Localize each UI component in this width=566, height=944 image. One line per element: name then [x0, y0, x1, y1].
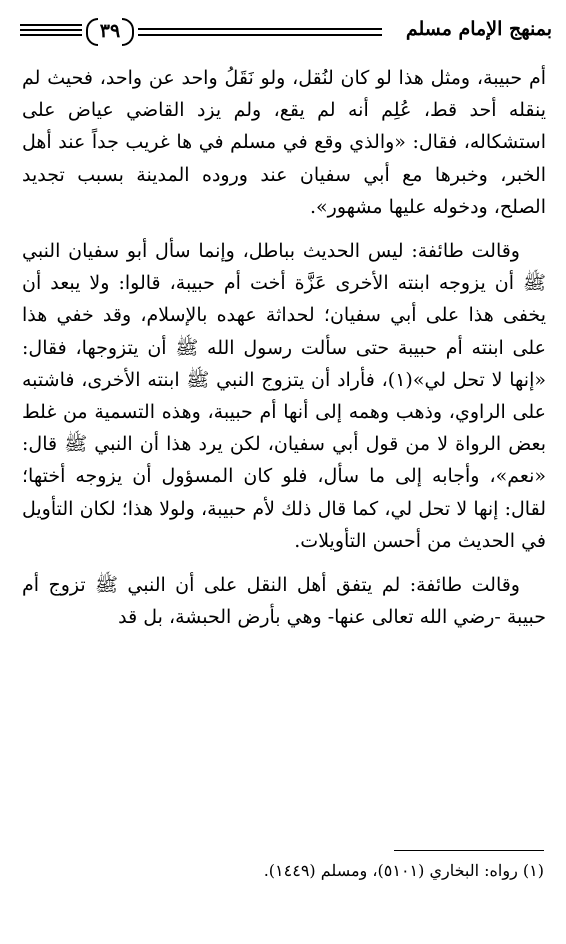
- header-rule: [138, 28, 382, 36]
- paragraph: وقالت طائفة: ليس الحديث بباطل، وإنما سأل أبو سفيان النبي ﷺ أن يزوجه ابنته الأخرى عَزَّة أخت أم حبيبة، قالوا: ولا يبعد أن يخفى هذا على أبي سفيان؛ لحداثة عهده بالإسلام، وقد خفي هذا على ابنته أم حبيبة حتى سألت رسول الله ﷺ أن يتزوجها، فقال: «إنها لا تحل لي»(١)، فأراد أن يتزوج النبي ﷺ ابنته الأخرى، فاشتبه على الراوي، وذهب وهمه إلى أنها أم حبيبة، وهذه التسمية من غلط بعض الرواة لا من قول أبي سفيان، لكن يرد هذا أن النبي ﷺ قال: «نعم»، وأجابه إلى ما سأل، فلو كان المسؤول أن يزوجه أختها؛ لقال: إنها لا تحل لي، كما قال ذلك لأم حبيبة، ولولا هذا؛ لكان التأويل في الحديث من أحسن التأويلات.: [22, 240, 546, 552]
- footnote-separator: [394, 850, 544, 851]
- page-number: ٣٩: [88, 16, 132, 46]
- page-header: [14, 14, 552, 58]
- running-title: بمنهج الإمام مسلم: [405, 18, 552, 40]
- footnote: (١) رواه: البخاري (٥١٠١)، ومسلم (١٤٤٩).: [263, 861, 544, 880]
- main-text: [22, 62, 546, 645]
- header-ornament-lines: [20, 24, 82, 39]
- paragraph: وقالت طائفة: لم يتفق أهل النقل على أن النبي ﷺ تزوج أم حبيبة -رضي الله تعالى عنها- وهي بأرض الحبشة، بل قد: [22, 574, 546, 629]
- paragraph: أم حبيبة، ومثل هذا لو كان لنُقل، ولو نَقَلُ واحد عن واحد، فحيث لم ينقله أحد قط، عُلِم أنه لم يقع، ولم يزد القاضي عياض على استشكاله، فقال: «والذي وقع في مسلم في ها غريب جداً عند أهل الخبر، وخبرها مع أبي سفيان عند وروده المدينة بسبب تجديد الصلح، ودخوله عليها مشهور».: [22, 67, 546, 218]
